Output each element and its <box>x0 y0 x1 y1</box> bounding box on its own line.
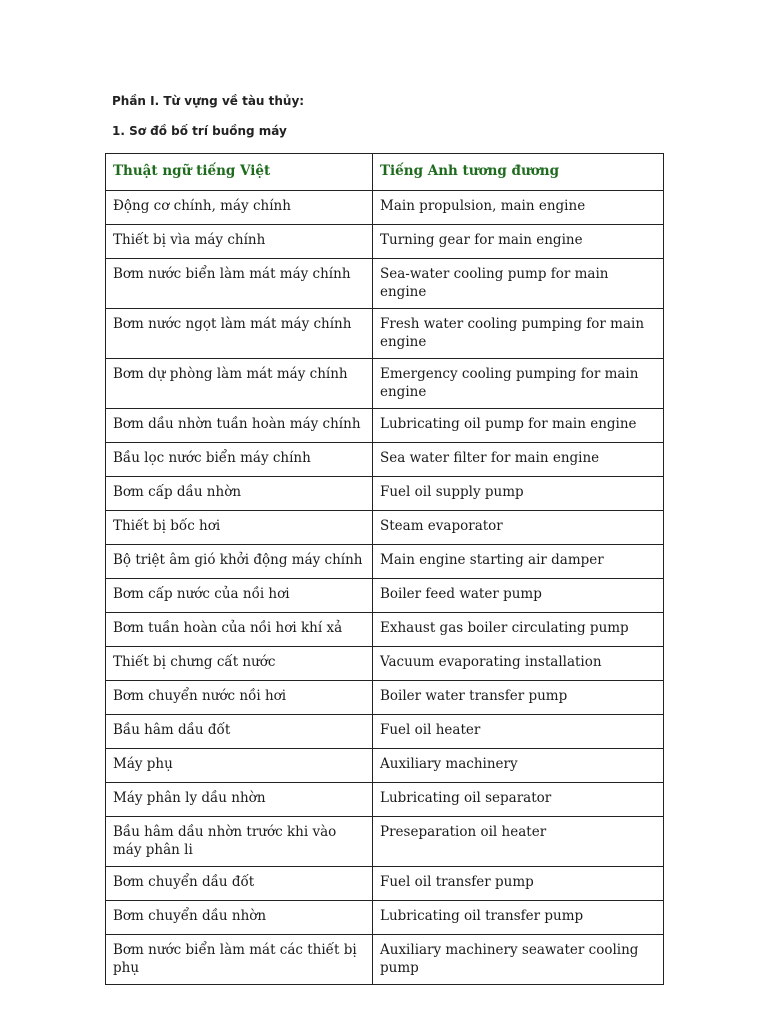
english-term-cell: Auxiliary machinery <box>373 749 664 783</box>
vietnamese-term-cell: Thiết bị vìa máy chính <box>106 225 373 259</box>
english-term-cell: Emergency cooling pumping for main engine <box>373 359 664 409</box>
english-term-cell: Fuel oil transfer pump <box>373 867 664 901</box>
vietnamese-term-cell: Máy phụ <box>106 749 373 783</box>
english-term-cell: Fuel oil heater <box>373 715 664 749</box>
english-term-cell: Fresh water cooling pumping for main engine <box>373 309 664 359</box>
vietnamese-term-cell: Bộ triệt âm gió khởi động máy chính <box>106 545 373 579</box>
english-term-cell: Lubricating oil separator <box>373 783 664 817</box>
table-row <box>106 681 664 715</box>
table-row <box>106 477 664 511</box>
vietnamese-term-cell: Bầu lọc nước biển máy chính <box>106 443 373 477</box>
table-row <box>106 715 664 749</box>
english-term-cell: Fuel oil supply pump <box>373 477 664 511</box>
vietnamese-term-cell: Máy phân ly dầu nhờn <box>106 783 373 817</box>
vietnamese-term-cell: Bầu hâm dầu đốt <box>106 715 373 749</box>
vietnamese-term-cell: Bơm dự phòng làm mát máy chính <box>106 359 373 409</box>
table-row <box>106 545 664 579</box>
english-term-cell: Boiler water transfer pump <box>373 681 664 715</box>
table-row <box>106 579 664 613</box>
table-row <box>106 867 664 901</box>
vietnamese-term-cell: Bơm chuyển nước nồi hơi <box>106 681 373 715</box>
vietnamese-term-cell: Bơm nước biển làm mát máy chính <box>106 259 373 309</box>
english-term-cell: Main propulsion, main engine <box>373 191 664 225</box>
vietnamese-term-cell: Thiết bị chưng cất nước <box>106 647 373 681</box>
english-term-cell: Turning gear for main engine <box>373 225 664 259</box>
part-heading: Phần I. Từ vựng về tàu thủy: <box>112 94 305 108</box>
english-term-cell: Preseparation oil heater <box>373 817 664 867</box>
vietnamese-term-cell: Bơm cấp nước của nồi hơi <box>106 579 373 613</box>
table-row <box>106 191 664 225</box>
header-english-equivalent: Tiếng Anh tương đương <box>373 154 664 191</box>
table-row <box>106 511 664 545</box>
table-header-row <box>106 154 664 191</box>
table-row <box>106 935 664 985</box>
vietnamese-term-cell: Bầu hâm dầu nhờn trước khi vào máy phân li <box>106 817 373 867</box>
table-row <box>106 443 664 477</box>
english-term-cell: Sea water filter for main engine <box>373 443 664 477</box>
table-row <box>106 783 664 817</box>
table-body <box>106 191 664 985</box>
english-term-cell: Sea-water cooling pump for main engine <box>373 259 664 309</box>
english-term-cell: Vacuum evaporating installation <box>373 647 664 681</box>
english-term-cell: Auxiliary machinery seawater cooling pump <box>373 935 664 985</box>
table-row <box>106 749 664 783</box>
table-row <box>106 647 664 681</box>
table-row <box>106 817 664 867</box>
english-term-cell: Steam evaporator <box>373 511 664 545</box>
table-row <box>106 309 664 359</box>
english-term-cell: Lubricating oil transfer pump <box>373 901 664 935</box>
vietnamese-term-cell: Bơm dầu nhờn tuần hoàn máy chính <box>106 409 373 443</box>
vietnamese-term-cell: Bơm nước ngọt làm mát máy chính <box>106 309 373 359</box>
header-vietnamese-term: Thuật ngữ tiếng Việt <box>106 154 373 191</box>
table-row <box>106 901 664 935</box>
table-row <box>106 259 664 309</box>
section-heading: 1. Sơ đồ bố trí buồng máy <box>112 124 287 138</box>
english-term-cell: Main engine starting air damper <box>373 545 664 579</box>
english-term-cell: Exhaust gas boiler circulating pump <box>373 613 664 647</box>
table-row <box>106 409 664 443</box>
vocabulary-table <box>105 153 664 985</box>
vietnamese-term-cell: Động cơ chính, máy chính <box>106 191 373 225</box>
vietnamese-term-cell: Bơm chuyển dầu đốt <box>106 867 373 901</box>
vietnamese-term-cell: Bơm tuần hoàn của nồi hơi khí xả <box>106 613 373 647</box>
english-term-cell: Boiler feed water pump <box>373 579 664 613</box>
english-term-cell: Lubricating oil pump for main engine <box>373 409 664 443</box>
table-row <box>106 613 664 647</box>
vietnamese-term-cell: Thiết bị bốc hơi <box>106 511 373 545</box>
vietnamese-term-cell: Bơm chuyển dầu nhờn <box>106 901 373 935</box>
table-row <box>106 225 664 259</box>
vietnamese-term-cell: Bơm nước biển làm mát các thiết bị phụ <box>106 935 373 985</box>
table-row <box>106 359 664 409</box>
vietnamese-term-cell: Bơm cấp dầu nhờn <box>106 477 373 511</box>
